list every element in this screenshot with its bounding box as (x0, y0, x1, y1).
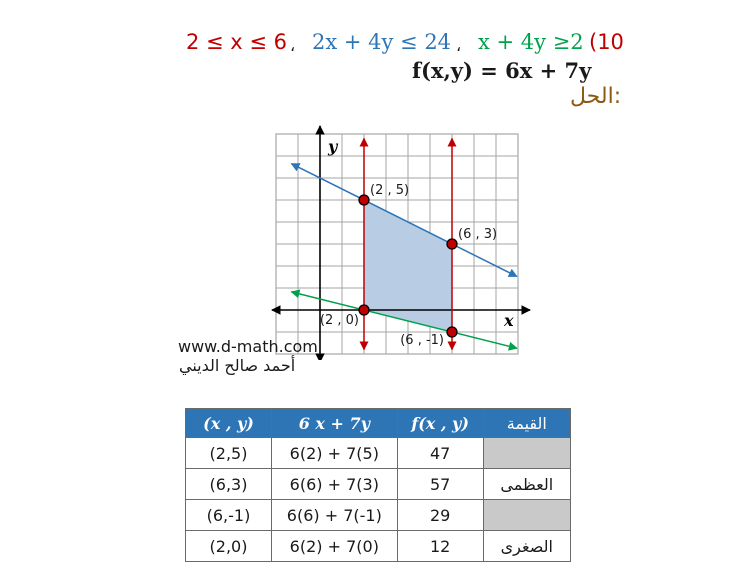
solution-label: الحل: (570, 84, 622, 109)
feasible-region-graph (270, 120, 532, 360)
cell-label: الصغرى (483, 531, 570, 562)
cell-point: (6,-1) (186, 500, 272, 531)
constraint-blue: 2x + 4y ≤ 24 (312, 30, 452, 54)
y-axis-label: y (328, 137, 338, 156)
cell-value: 29 (397, 500, 483, 531)
table-header-row (186, 409, 571, 438)
header-expression: 6 x + 7y (271, 409, 397, 438)
cell-expression: 6(6) + 7(-1) (271, 500, 397, 531)
watermark-author: أحمد صالح الديني (179, 356, 296, 375)
vertex-label: (2 , 0) (319, 313, 359, 328)
constraint-red: 2 ≤ x ≤ 6 (186, 30, 288, 54)
cell-value: 57 (397, 469, 483, 500)
separator: ، (290, 36, 296, 55)
x-axis-label: x (504, 311, 514, 330)
vertex-label: (6 , -1) (400, 333, 444, 348)
table-row (186, 500, 571, 531)
cell-label (483, 438, 570, 469)
problem-number: (10 (589, 30, 624, 54)
vertex-point (447, 239, 457, 249)
cell-point: (2,0) (186, 531, 272, 562)
vertex-point (359, 195, 369, 205)
vertex-label: (6 , 3) (458, 227, 498, 242)
cell-value: 12 (397, 531, 483, 562)
cell-point: (6,3) (186, 469, 272, 500)
table-row (186, 438, 571, 469)
watermark-url: www.d-math.com (178, 337, 318, 356)
header-point: (x , y) (186, 409, 272, 438)
table-row (186, 469, 571, 500)
separator: ، (456, 36, 462, 55)
table-row (186, 531, 571, 562)
evaluation-table (185, 408, 571, 562)
cell-expression: 6(2) + 7(0) (271, 531, 397, 562)
cell-label (483, 500, 570, 531)
header-value: f(x , y) (397, 409, 483, 438)
constraint-green: x + 4y ≥2 (478, 30, 584, 54)
objective-function: f(x,y) = 6x + 7y (412, 58, 592, 83)
vertex-label: (2 , 5) (370, 183, 410, 198)
cell-value: 47 (397, 438, 483, 469)
cell-expression: 6(6) + 7(3) (271, 469, 397, 500)
cell-expression: 6(2) + 7(5) (271, 438, 397, 469)
vertex-point (447, 327, 457, 337)
cell-point: (2,5) (186, 438, 272, 469)
cell-label: العظمى (483, 469, 570, 500)
vertex-point (359, 305, 369, 315)
header-label: القيمة (483, 409, 570, 438)
